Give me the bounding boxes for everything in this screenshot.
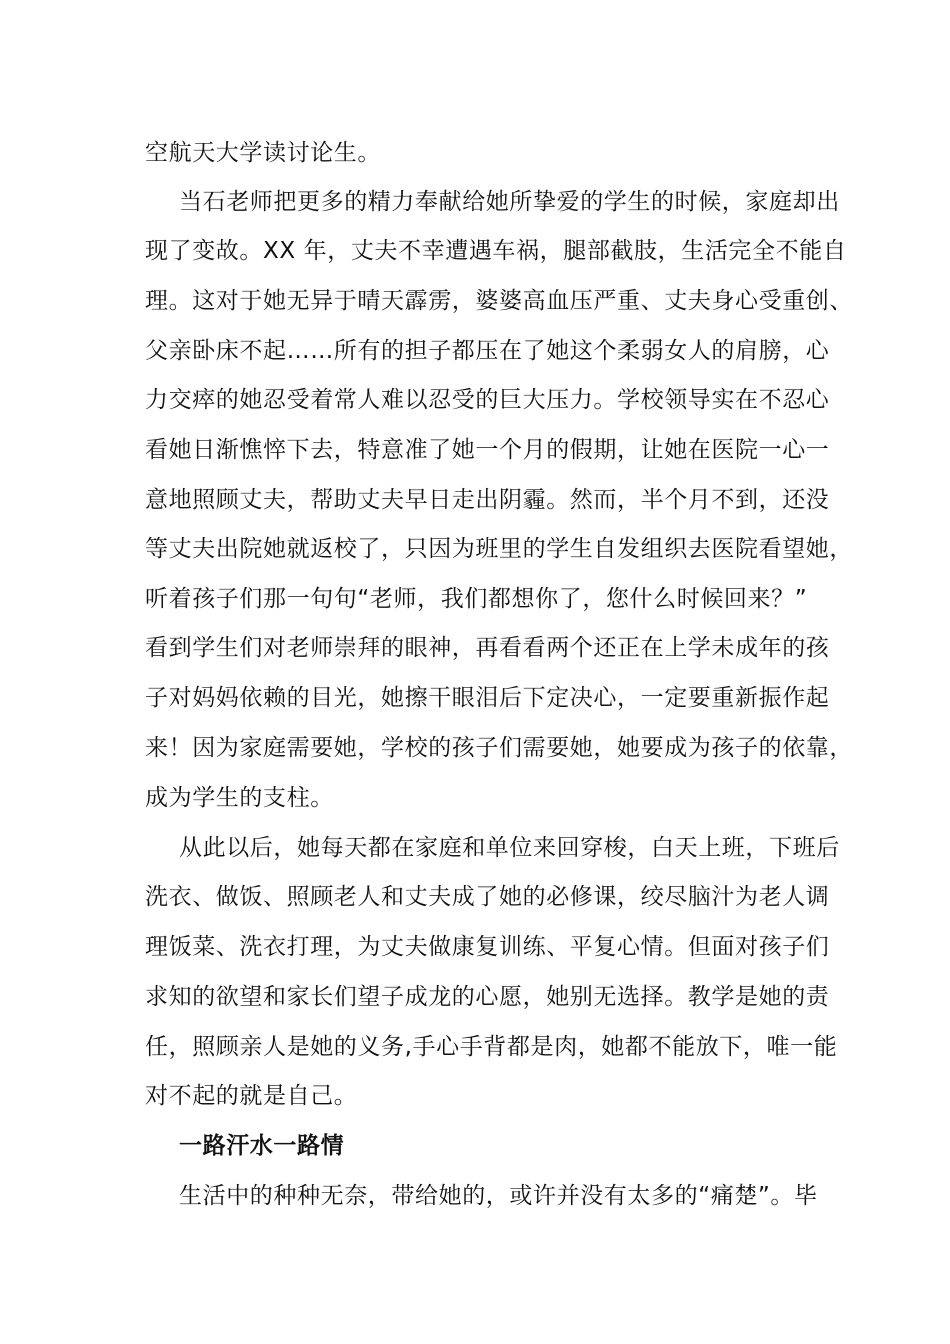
text-line-20: 对不起的就是自己。 bbox=[145, 1083, 358, 1109]
text-line-1: 空航天大学读讨论生。 bbox=[145, 140, 381, 166]
text-line-19: 任，照顾亲人是她的义务,手心手背都是肉，她都不能放下，唯一能 bbox=[145, 1034, 838, 1060]
text-line-12: 子对妈妈依赖的目光，她擦干眼泪后下定决心，一定要重新振作起 bbox=[145, 685, 830, 711]
text-line-17: 理饭菜、洗衣打理，为丈夫做康复训练、平复心情。但面对孩子们 bbox=[145, 934, 830, 960]
text-line-8: 意地照顾丈夫，帮助丈夫早日走出阴霾。然而，半个月不到，还没 bbox=[145, 487, 830, 513]
text-line-16: 洗衣、做饭、照顾老人和丈夫成了她的必修课，绞尽脑汁为老人调 bbox=[145, 884, 830, 910]
text-line-18: 求知的欲望和家长们望子成龙的心愿，她别无选择。教学是她的责 bbox=[145, 984, 830, 1010]
text-line-6: 力交瘁的她忍受着常人难以忍受的巨大压力。学校领导实在不忍心 bbox=[145, 387, 830, 413]
text-line-4: 理。这对于她无异于晴天霹雳，婆婆高血压严重、丈夫身心受重创、 bbox=[145, 288, 853, 314]
text-line-14: 成为学生的支柱。 bbox=[145, 785, 334, 811]
text-line-13: 来！因为家庭需要她，学校的孩子们需要她，她要成为孩子的依靠， bbox=[145, 735, 853, 761]
text-line-7: 看她日渐憔悴下去，特意准了她一个月的假期，让她在医院一心一 bbox=[145, 437, 830, 463]
section-heading: 一路汗水一路情 bbox=[179, 1133, 345, 1159]
text-line-9: 等丈夫出院她就返校了，只因为班里的学生自发组织去医院看望她， bbox=[145, 536, 853, 562]
text-line-3: 现了变故。XX 年，丈夫不幸遭遇车祸，腿部截肢，生活完全不能自 bbox=[145, 238, 847, 264]
text-line-15: 从此以后，她每天都在家庭和单位来回穿梭，白天上班，下班后 bbox=[179, 835, 840, 861]
text-line-2: 当石老师把更多的精力奉献给她所挚爱的学生的时候，家庭却出 bbox=[179, 189, 840, 215]
text-line-11: 看到学生们对老师崇拜的眼神，再看看两个还正在上学未成年的孩 bbox=[145, 635, 830, 661]
text-line-5: 父亲卧床不起……所有的担子都压在了她这个柔弱女人的肩膀，心 bbox=[145, 338, 830, 364]
text-line-10: 听着孩子们那一句句“老师，我们都想你了，您什么时候回来？” bbox=[145, 586, 808, 612]
text-line-22: 生活中的种种无奈，带给她的，或许并没有太多的“痛楚”。毕 bbox=[179, 1183, 818, 1209]
